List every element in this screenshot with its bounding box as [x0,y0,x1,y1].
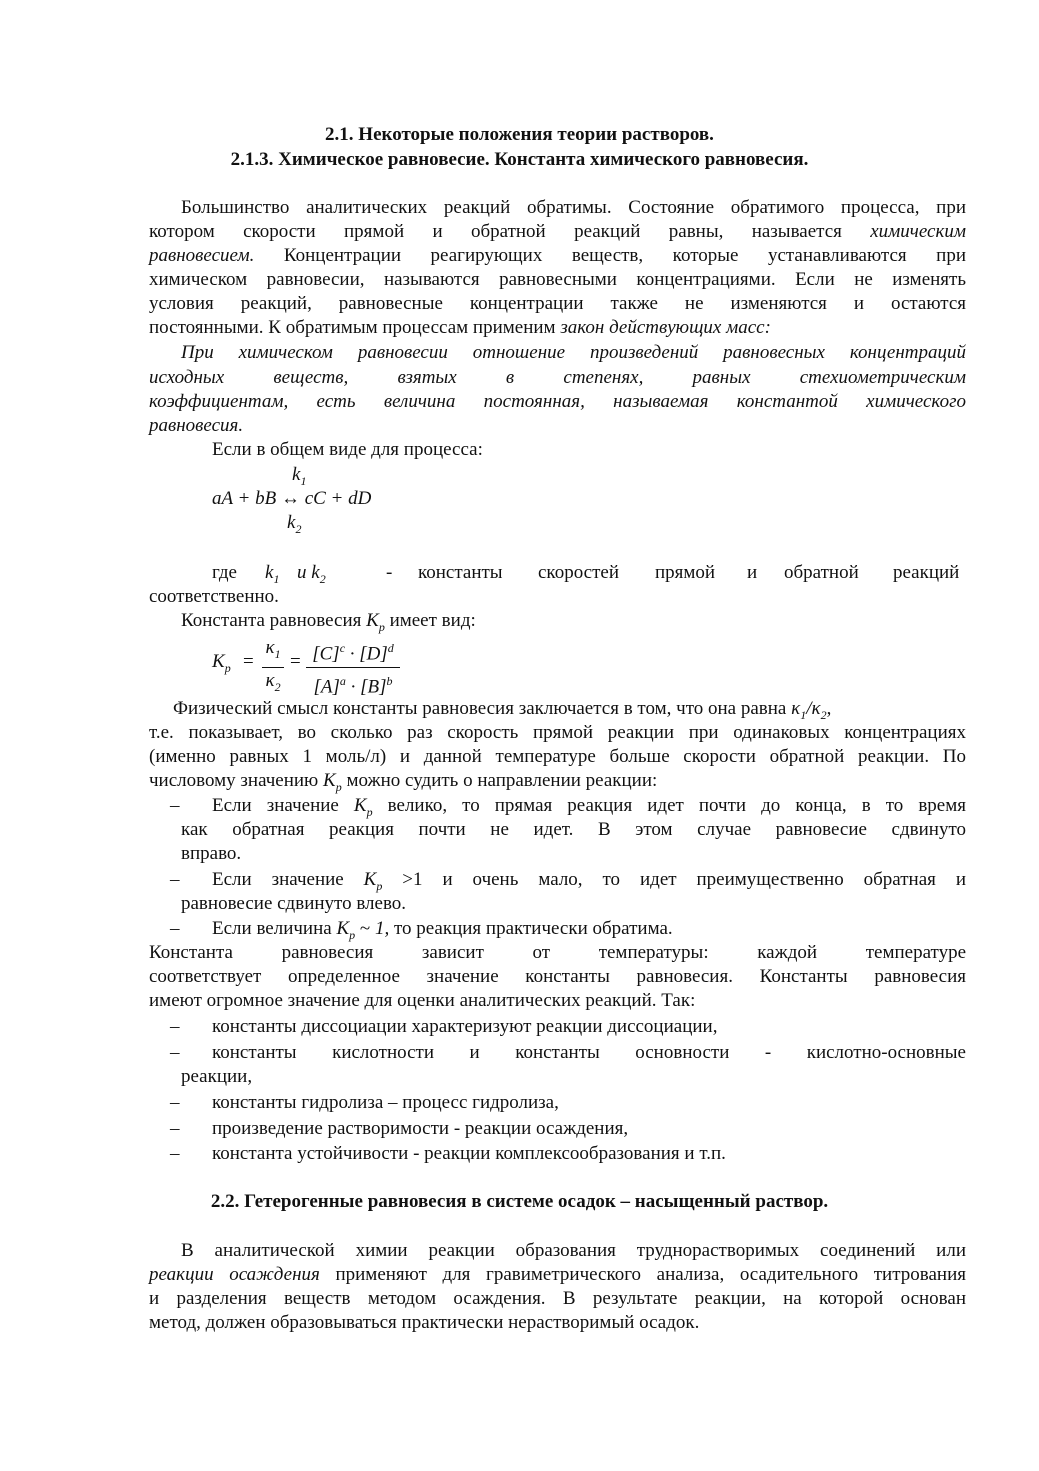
paragraph-1-line-3 [149,244,966,268]
list-item-acid-base: константы кислотности и константы основности - кислотно-основные [212,1042,966,1063]
subscript: 2 [319,571,326,586]
text: ~ [355,918,375,939]
text: k [265,562,274,583]
fraction-k1-over-k2 [262,637,284,698]
text: k [292,464,301,485]
list-item-dissociation: константы диссоциации характеризуют реакции диссоциации, [212,1016,718,1037]
text: k [287,512,296,533]
bullet-dash: – [170,1092,180,1113]
subscript: p [349,927,356,942]
text: Если значение [212,795,354,816]
text: Если значение [212,869,364,890]
text: >1 и очень мало, то идет преимущественно обратная и [382,869,966,890]
text: K [336,918,350,939]
text: Большинство аналитических реакций обратимы. Состояние обратимого процесса, при [181,197,966,218]
where-word-and: и [747,562,758,583]
italic-term-chemical: химическим [870,221,966,242]
where-line-2: соответственно. [149,586,279,607]
fraction-bar [306,667,400,668]
section-heading-2-2: 2.2. Гетерогенные равновесия в системе осадок – насыщенный раствор. [210,1191,829,1212]
bullet-dash: – [170,1143,180,1164]
text: Если величина [212,918,337,939]
bullet-dash: – [170,918,180,939]
text: [A] [313,676,340,698]
paragraph-4-line-4: метод, должен образовываться практически нерастворимый осадок. [149,1312,700,1333]
kp-equals-1: = [243,651,254,672]
rate-constant-k2 [287,511,301,541]
text: можно судить о направлении реакции: [341,770,658,791]
where-word-constants: константы [418,562,503,583]
bullet-dash: – [170,869,180,890]
law-line-2: исходных веществ, взятых в степенях, равных стехиометрическим [149,367,966,388]
superscript: a [339,674,346,689]
fraction-numerator [312,637,394,665]
bullet-dash: – [170,1042,180,1063]
law-line-4: равновесия. [149,415,244,436]
where-k2 [297,561,326,591]
superscript: d [387,641,394,655]
text: котором скорости прямой и обратной реакций равны, называется [149,221,871,242]
subscript: 1 [274,646,281,661]
reaction-intro: Если в общем виде для процесса: [212,439,483,460]
kp-equals-2: = [290,651,301,672]
paragraph-4-line-2 [149,1263,966,1287]
where-word-reverse: обратной [784,562,859,583]
text: · [D] [345,643,388,665]
text: · [B] [345,676,387,698]
bullet-dash: – [170,1118,180,1139]
reaction-equation: aA + bB ↔ cC + dD [212,488,372,509]
paragraph-2-line-2: т.е. показывает, во сколько раз скорость прямой реакции при одинаковых концентрациях [149,722,966,743]
subscript: p [376,878,383,893]
paragraph-1-line-6 [149,316,966,340]
text: κ [791,698,801,719]
text: K [353,795,367,816]
paragraph-1-line-4: химическом равновесии, называются равновесными концентрациями. Если не изменять [149,269,966,290]
text: K [323,770,336,791]
list-item-stability-constant: константа устойчивости - реакции комплексообразования и т.п. [212,1143,726,1164]
bullet-1-line-2: как обратная реакция почти не идет. В этом случае равновесие сдвинуто [181,819,966,840]
subscript: 2 [295,521,302,536]
text: [C] [312,643,340,665]
superscript: b [386,674,393,689]
law-line-3: коэффициентам, есть величина постоянная, называемая константой химического [149,391,966,412]
paragraph-4-line-1: В аналитической химии реакции образования труднорастворимых соединений или [181,1240,966,1261]
where-dash: - [386,562,393,583]
subscript: p [335,779,342,794]
text: то реакция практически обратима. [389,918,673,939]
kp-intro [181,609,476,639]
section-heading-2-1: 2.1. Некоторые положения теории растворов. [325,124,714,145]
subscript: 2 [820,707,827,722]
where-word-forward: прямой [655,562,716,583]
law-line-1: При химическом равновесии отношение произведений равновесных концентраций [181,342,966,363]
subscript: 1 [800,707,807,722]
text: применяют для гравиметрического анализа, осадительного титрования [319,1264,966,1285]
fraction-numerator [265,637,280,665]
text: κ [265,669,275,691]
superscript: c [339,641,346,655]
italic-term-equilibrium: равновесием. [149,245,255,266]
paragraph-3-line-1: Константа равновесия зависит от температуры: каждой температуре [149,942,966,963]
subscript: 2 [274,679,281,694]
text: Концентрации реагирующих веществ, которые устанавливаются при [254,245,966,266]
text: Физический смысл константы равновесия заключается в том, что она равна [173,698,792,719]
subscript: p [366,804,373,819]
text: K [366,610,379,631]
bullet-dash: – [170,1016,180,1037]
list-item-hydrolysis: константы гидролиза – процесс гидролиза, [212,1092,559,1113]
fraction-denominator [265,670,280,698]
paragraph-1-line-2 [149,220,966,244]
text: имеет вид: [384,610,476,631]
kp-lhs [212,650,231,680]
section-heading-2-1-3: 2.1.3. Химическое равновесие. Константа химического равновесия. [230,149,809,170]
text: и k [297,562,320,583]
where-word-reactions: реакций [893,562,960,583]
fraction-denominator [313,670,392,698]
text: велико, то прямая реакция идет почти до конца, в то время [372,795,966,816]
text: 1, [374,918,390,939]
paragraph-4-line-3: и разделения веществ методом осаждения. В результате реакции, на которой основан [149,1288,966,1309]
list-item-solubility-product: произведение растворимости - реакции осаждения, [212,1118,629,1139]
text: , [826,698,832,719]
text: числовому значению [149,770,324,791]
fraction-concentrations [306,637,400,699]
paragraph-3-line-3: имеют огромное значение для оценки аналитических реакций. Так: [149,990,696,1011]
bullet-1-line-3: вправо. [181,843,242,864]
text: /κ [806,698,821,719]
subscript: 1 [273,571,280,586]
bullet-dash: – [170,795,180,816]
where-word-rates: скоростей [538,562,620,583]
subscript: p [378,619,385,634]
paragraph-2-line-3: (именно равных 1 моль/л) и данной температуре больше скорости обратной реакции. По [149,746,966,767]
where-word: где [212,562,237,583]
list-item-acid-base-line-2: реакции, [181,1066,253,1087]
text: κ [265,637,275,658]
subscript: p [224,660,231,675]
paragraph-3-line-2: соответствует определенное значение константы равновесия. Константы равновесия [149,966,966,987]
text: K [363,869,377,890]
text: постоянными. К обратимым процессам применим [149,317,561,338]
fraction-bar [262,667,284,668]
paragraph-1-line-5: условия реакций, равновесные концентрации также не изменяются и остаются [149,293,966,314]
bullet-2-line-2: равновесие сдвинуто влево. [181,893,407,914]
subscript: 1 [300,473,307,488]
text: K [212,651,225,672]
text: Константа равновесия [181,610,367,631]
italic-term-precipitation: реакции осаждения [149,1264,320,1285]
paragraph-1-line-1 [149,196,966,220]
italic-term-mass-action-law: закон действующих масс: [560,317,771,338]
